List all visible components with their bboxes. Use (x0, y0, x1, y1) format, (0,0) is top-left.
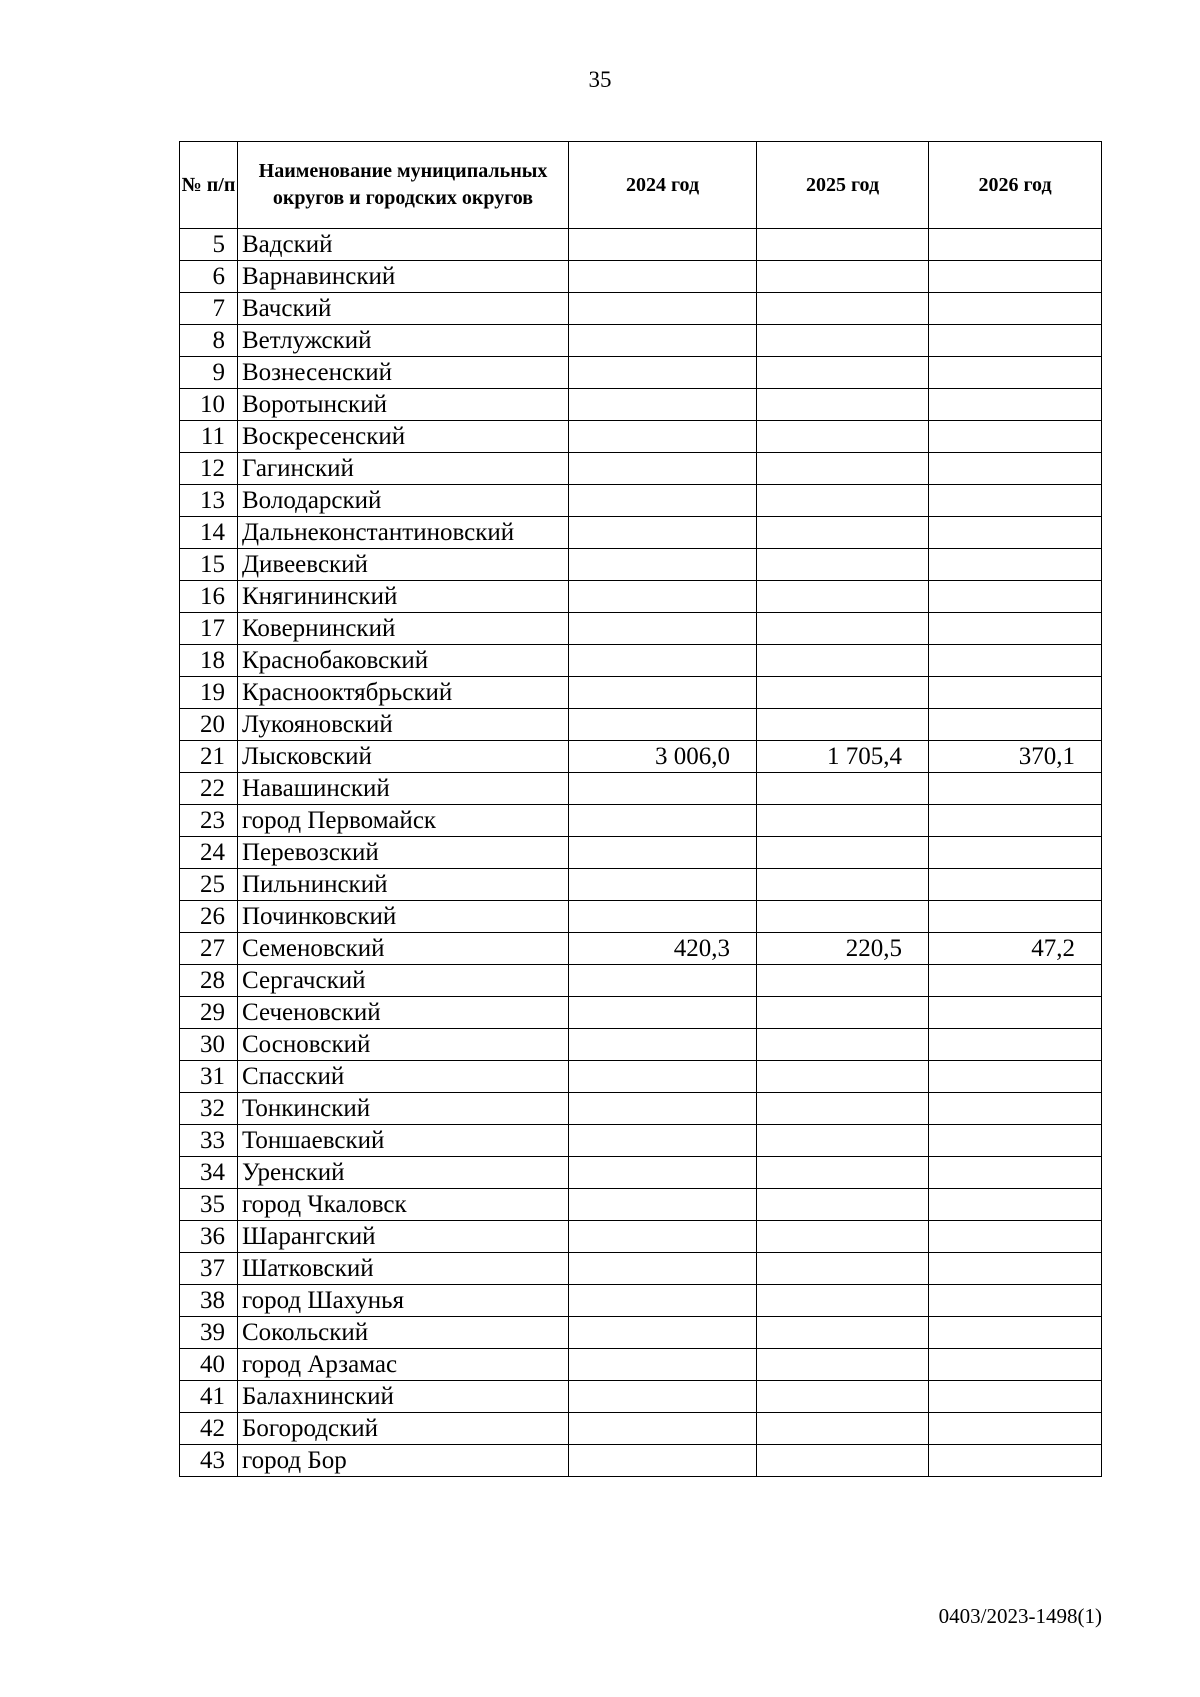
row-value-2024 (569, 357, 757, 389)
row-name: Дальнеконстантиновский (238, 517, 569, 549)
row-value-2026 (929, 325, 1102, 357)
row-number: 41 (180, 1381, 238, 1413)
row-name: Сеченовский (238, 997, 569, 1029)
table-row (180, 837, 1102, 869)
row-name: Пильнинский (238, 869, 569, 901)
row-number: 14 (180, 517, 238, 549)
table-row (180, 677, 1102, 709)
row-value-2026 (929, 869, 1102, 901)
row-name: Володарский (238, 485, 569, 517)
header-name: Наименование муниципальных округов и городских округов (238, 142, 569, 229)
row-value-2024 (569, 645, 757, 677)
row-value-2024 (569, 389, 757, 421)
row-value-2026 (929, 773, 1102, 805)
row-name: Дивеевский (238, 549, 569, 581)
table-row (180, 261, 1102, 293)
row-number: 7 (180, 293, 238, 325)
row-value-2025 (757, 453, 929, 485)
table-row (180, 549, 1102, 581)
row-number: 31 (180, 1061, 238, 1093)
row-value-2024 (569, 901, 757, 933)
row-number: 5 (180, 229, 238, 261)
row-value-2025: 220,5 (757, 933, 929, 965)
row-name: Вадский (238, 229, 569, 261)
row-value-2026 (929, 421, 1102, 453)
row-value-2024 (569, 773, 757, 805)
row-number: 33 (180, 1125, 238, 1157)
row-value-2025 (757, 1445, 929, 1477)
row-value-2026 (929, 837, 1102, 869)
row-number: 23 (180, 805, 238, 837)
table-row (180, 389, 1102, 421)
row-number: 26 (180, 901, 238, 933)
row-value-2025 (757, 229, 929, 261)
row-name: Гагинский (238, 453, 569, 485)
row-value-2026 (929, 1061, 1102, 1093)
row-name: Сергачский (238, 965, 569, 997)
row-value-2024 (569, 1029, 757, 1061)
table-header (180, 142, 1102, 229)
table-row (180, 1157, 1102, 1189)
row-name: Починковский (238, 901, 569, 933)
row-number: 19 (180, 677, 238, 709)
table-row (180, 229, 1102, 261)
table-row (180, 645, 1102, 677)
row-number: 8 (180, 325, 238, 357)
row-number: 38 (180, 1285, 238, 1317)
row-value-2024 (569, 517, 757, 549)
row-value-2026 (929, 485, 1102, 517)
table-row (180, 709, 1102, 741)
row-name: Шарангский (238, 1221, 569, 1253)
table-row (180, 421, 1102, 453)
row-name: Варнавинский (238, 261, 569, 293)
row-number: 27 (180, 933, 238, 965)
row-value-2024 (569, 261, 757, 293)
row-number: 36 (180, 1221, 238, 1253)
table-row (180, 773, 1102, 805)
row-value-2025 (757, 677, 929, 709)
municipal-table (179, 141, 1102, 1477)
row-value-2026 (929, 805, 1102, 837)
row-value-2026 (929, 549, 1102, 581)
row-name: Ветлужский (238, 325, 569, 357)
row-value-2024 (569, 1189, 757, 1221)
row-value-2025 (757, 357, 929, 389)
row-name: Балахнинский (238, 1381, 569, 1413)
row-value-2025 (757, 1253, 929, 1285)
row-value-2026 (929, 1029, 1102, 1061)
row-value-2025 (757, 805, 929, 837)
header-2025: 2025 год (757, 142, 929, 229)
row-value-2025 (757, 549, 929, 581)
row-value-2025 (757, 1093, 929, 1125)
row-number: 34 (180, 1157, 238, 1189)
row-number: 21 (180, 741, 238, 773)
row-name: Богородский (238, 1413, 569, 1445)
row-number: 25 (180, 869, 238, 901)
row-value-2026 (929, 1157, 1102, 1189)
row-value-2024 (569, 485, 757, 517)
row-name: Тоншаевский (238, 1125, 569, 1157)
row-number: 12 (180, 453, 238, 485)
row-value-2026 (929, 1125, 1102, 1157)
header-num: № п/п (180, 142, 238, 229)
table-row (180, 293, 1102, 325)
table-row (180, 1253, 1102, 1285)
row-value-2026 (929, 1317, 1102, 1349)
row-name: Краснобаковский (238, 645, 569, 677)
row-number: 16 (180, 581, 238, 613)
row-number: 42 (180, 1413, 238, 1445)
row-value-2026 (929, 1221, 1102, 1253)
row-value-2026 (929, 997, 1102, 1029)
row-value-2026 (929, 293, 1102, 325)
header-2026: 2026 год (929, 142, 1102, 229)
row-value-2026 (929, 1093, 1102, 1125)
row-value-2026 (929, 709, 1102, 741)
row-number: 43 (180, 1445, 238, 1477)
row-value-2026 (929, 1349, 1102, 1381)
row-value-2024 (569, 837, 757, 869)
row-name: Вачский (238, 293, 569, 325)
row-value-2025 (757, 1061, 929, 1093)
row-value-2025 (757, 485, 929, 517)
row-value-2025: 1 705,4 (757, 741, 929, 773)
row-value-2024 (569, 997, 757, 1029)
table-row (180, 1061, 1102, 1093)
row-value-2024: 3 006,0 (569, 741, 757, 773)
row-value-2026 (929, 645, 1102, 677)
row-value-2025 (757, 1413, 929, 1445)
row-value-2025 (757, 261, 929, 293)
row-value-2026 (929, 1445, 1102, 1477)
row-value-2024 (569, 677, 757, 709)
table-row (180, 1093, 1102, 1125)
row-number: 29 (180, 997, 238, 1029)
row-value-2024 (569, 453, 757, 485)
row-value-2025 (757, 421, 929, 453)
row-number: 35 (180, 1189, 238, 1221)
row-value-2025 (757, 389, 929, 421)
row-value-2026: 370,1 (929, 741, 1102, 773)
row-name: Лысковский (238, 741, 569, 773)
row-value-2025 (757, 613, 929, 645)
row-number: 13 (180, 485, 238, 517)
table-row (180, 1221, 1102, 1253)
row-name: Вознесенский (238, 357, 569, 389)
row-name: Сосновский (238, 1029, 569, 1061)
row-value-2024 (569, 613, 757, 645)
row-number: 30 (180, 1029, 238, 1061)
row-value-2025 (757, 581, 929, 613)
row-value-2024 (569, 1125, 757, 1157)
row-name: Краснооктябрьский (238, 677, 569, 709)
table-row (180, 1125, 1102, 1157)
row-name: Навашинский (238, 773, 569, 805)
row-value-2024 (569, 549, 757, 581)
row-value-2026 (929, 677, 1102, 709)
row-number: 32 (180, 1093, 238, 1125)
row-value-2026 (929, 261, 1102, 293)
row-value-2025 (757, 1285, 929, 1317)
table-row (180, 1029, 1102, 1061)
row-value-2026 (929, 389, 1102, 421)
row-value-2025 (757, 1029, 929, 1061)
row-value-2025 (757, 517, 929, 549)
row-value-2025 (757, 837, 929, 869)
row-value-2024 (569, 1285, 757, 1317)
row-name: Воскресенский (238, 421, 569, 453)
row-value-2024 (569, 325, 757, 357)
row-number: 28 (180, 965, 238, 997)
row-value-2024 (569, 229, 757, 261)
row-value-2026 (929, 517, 1102, 549)
table-row (180, 453, 1102, 485)
row-number: 40 (180, 1349, 238, 1381)
row-value-2024 (569, 1381, 757, 1413)
row-name: Спасский (238, 1061, 569, 1093)
row-number: 11 (180, 421, 238, 453)
row-number: 18 (180, 645, 238, 677)
table-row (180, 357, 1102, 389)
row-value-2024 (569, 1445, 757, 1477)
row-value-2025 (757, 1125, 929, 1157)
table-row (180, 901, 1102, 933)
row-value-2026 (929, 613, 1102, 645)
row-name: Семеновский (238, 933, 569, 965)
row-value-2025 (757, 1349, 929, 1381)
row-name: Перевозский (238, 837, 569, 869)
row-value-2024 (569, 581, 757, 613)
row-value-2025 (757, 645, 929, 677)
row-number: 24 (180, 837, 238, 869)
row-value-2026 (929, 1413, 1102, 1445)
row-value-2025 (757, 1317, 929, 1349)
row-value-2024 (569, 805, 757, 837)
row-value-2024 (569, 1221, 757, 1253)
header-2024: 2024 год (569, 142, 757, 229)
row-value-2026 (929, 1285, 1102, 1317)
row-value-2025 (757, 1221, 929, 1253)
table-row (180, 613, 1102, 645)
table-row (180, 1285, 1102, 1317)
row-value-2026 (929, 1189, 1102, 1221)
table-row (180, 325, 1102, 357)
table-row (180, 741, 1102, 773)
row-value-2025 (757, 325, 929, 357)
row-value-2026: 47,2 (929, 933, 1102, 965)
row-value-2025 (757, 901, 929, 933)
row-value-2024 (569, 1253, 757, 1285)
row-value-2024 (569, 421, 757, 453)
row-value-2025 (757, 965, 929, 997)
row-value-2026 (929, 965, 1102, 997)
row-number: 22 (180, 773, 238, 805)
table-row (180, 869, 1102, 901)
row-number: 15 (180, 549, 238, 581)
row-value-2024 (569, 1413, 757, 1445)
table-row (180, 1445, 1102, 1477)
row-number: 20 (180, 709, 238, 741)
row-value-2024 (569, 965, 757, 997)
page-number: 35 (588, 67, 612, 92)
row-name: город Арзамас (238, 1349, 569, 1381)
row-number: 9 (180, 357, 238, 389)
row-name: Лукояновский (238, 709, 569, 741)
row-number: 37 (180, 1253, 238, 1285)
row-value-2026 (929, 357, 1102, 389)
row-name: Тонкинский (238, 1093, 569, 1125)
row-name: Воротынский (238, 389, 569, 421)
row-name: город Первомайск (238, 805, 569, 837)
table-row (180, 805, 1102, 837)
table-row (180, 1189, 1102, 1221)
table-row (180, 1413, 1102, 1445)
row-value-2026 (929, 1253, 1102, 1285)
row-name: Шатковский (238, 1253, 569, 1285)
row-name: город Чкаловск (238, 1189, 569, 1221)
row-value-2025 (757, 1189, 929, 1221)
row-value-2025 (757, 709, 929, 741)
row-value-2026 (929, 581, 1102, 613)
table-row (180, 965, 1102, 997)
row-number: 6 (180, 261, 238, 293)
row-value-2025 (757, 293, 929, 325)
row-number: 39 (180, 1317, 238, 1349)
row-value-2024 (569, 869, 757, 901)
table-header-row (180, 142, 1102, 229)
row-name: Княгининский (238, 581, 569, 613)
row-value-2026 (929, 453, 1102, 485)
table-row (180, 933, 1102, 965)
table-body (180, 229, 1102, 1477)
row-value-2025 (757, 1157, 929, 1189)
row-value-2024 (569, 1317, 757, 1349)
table-row (180, 581, 1102, 613)
table-row (180, 997, 1102, 1029)
row-value-2024 (569, 709, 757, 741)
row-name: Уренский (238, 1157, 569, 1189)
table-row (180, 485, 1102, 517)
row-value-2025 (757, 997, 929, 1029)
row-value-2025 (757, 773, 929, 805)
row-value-2024 (569, 1157, 757, 1189)
table-row (180, 517, 1102, 549)
row-value-2026 (929, 901, 1102, 933)
row-name: Сокольский (238, 1317, 569, 1349)
row-value-2024: 420,3 (569, 933, 757, 965)
row-number: 17 (180, 613, 238, 645)
document-code: 0403/2023-1498(1) (938, 1604, 1102, 1628)
table-row (180, 1381, 1102, 1413)
row-value-2024 (569, 293, 757, 325)
row-name: город Шахунья (238, 1285, 569, 1317)
row-value-2026 (929, 1381, 1102, 1413)
row-value-2025 (757, 869, 929, 901)
table-row (180, 1349, 1102, 1381)
row-value-2024 (569, 1093, 757, 1125)
row-value-2025 (757, 1381, 929, 1413)
row-name: Ковернинский (238, 613, 569, 645)
table-row (180, 1317, 1102, 1349)
row-number: 10 (180, 389, 238, 421)
row-value-2024 (569, 1061, 757, 1093)
row-value-2024 (569, 1349, 757, 1381)
row-name: город Бор (238, 1445, 569, 1477)
row-value-2026 (929, 229, 1102, 261)
